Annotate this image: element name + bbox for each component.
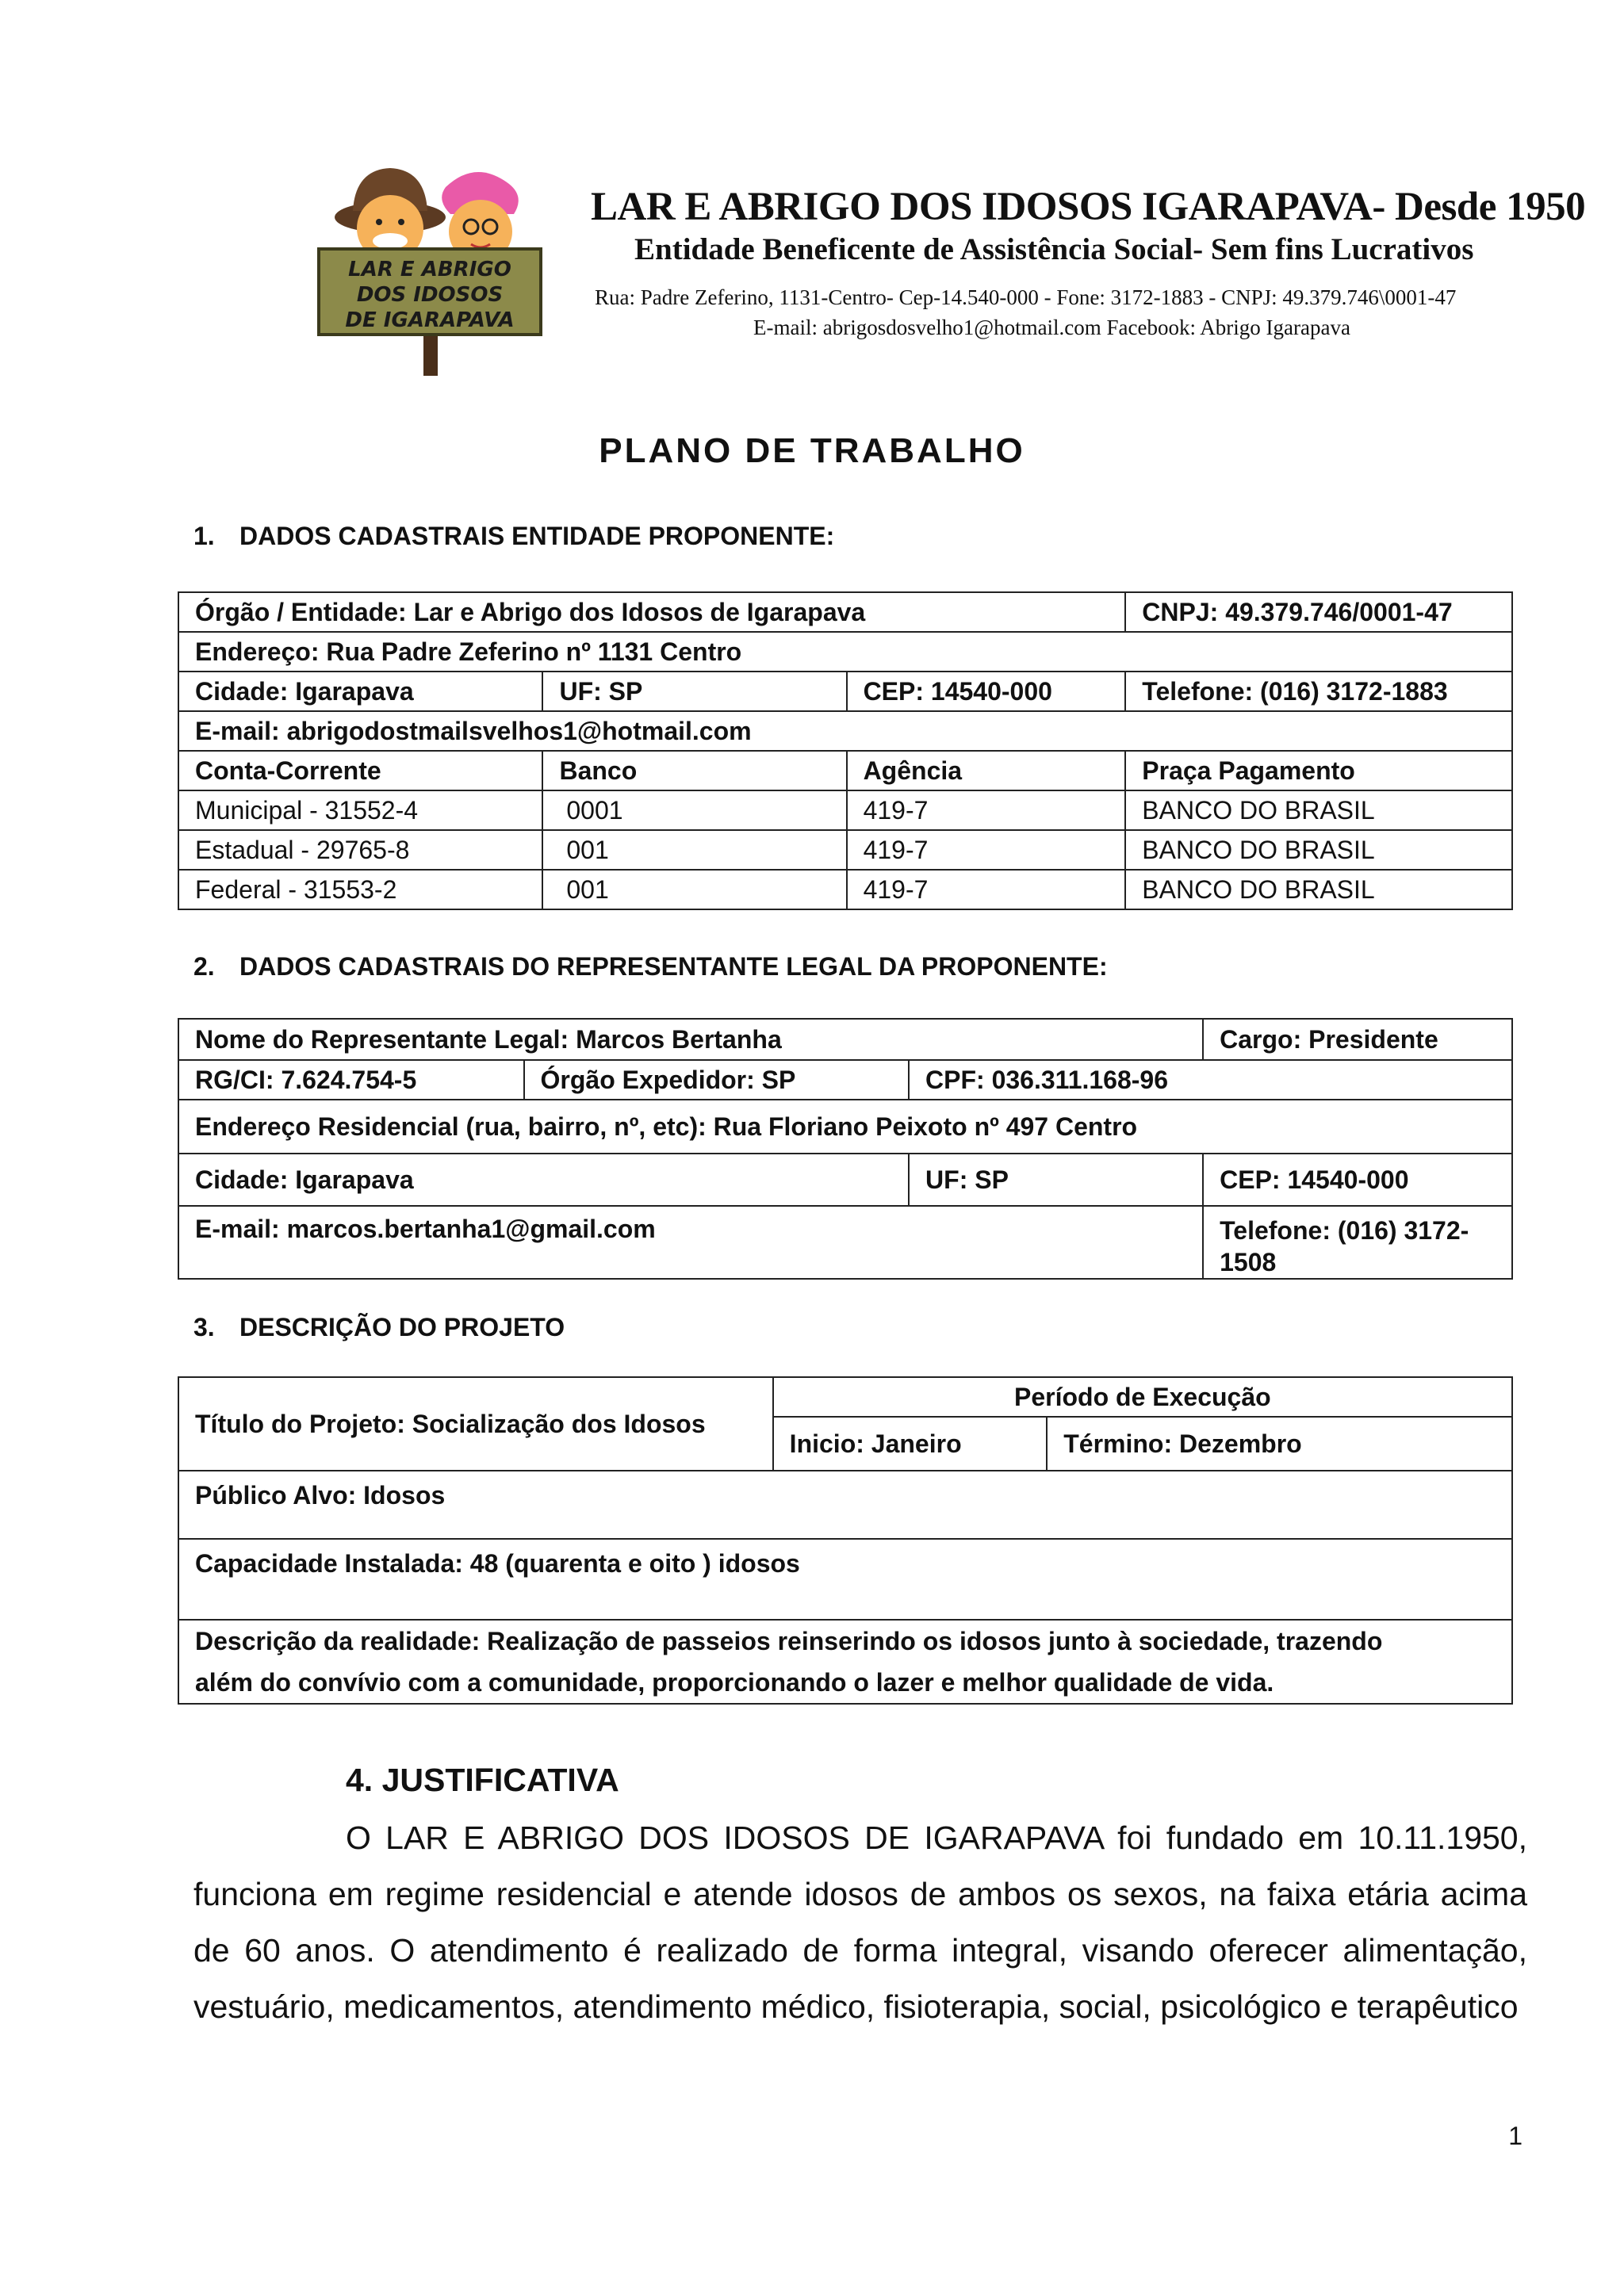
project-table	[178, 1376, 1513, 1705]
city-cell: Cidade: Igarapava	[178, 672, 542, 711]
rep-phone-line1: Telefone: (016) 3172-	[1220, 1216, 1469, 1245]
section-number: 3.	[193, 1313, 215, 1341]
description-line2: além do convívio com a comunidade, proporcionando o lazer e melhor qualidade de vida.	[195, 1668, 1274, 1697]
bank-row	[178, 830, 1512, 870]
entity-data-table	[178, 591, 1513, 910]
logo-illustration	[317, 155, 547, 381]
bank-row	[178, 870, 1512, 909]
rep-address-cell: Endereço Residencial (rua, bairro, nº, etc): Rua Floriano Peixoto nº 497 Centro	[178, 1100, 1512, 1154]
entity-name-cell: Órgão / Entidade: Lar e Abrigo dos Idosos de Igarapava	[178, 592, 1125, 632]
rep-issuer-cell: Órgão Expedidor: SP	[524, 1060, 910, 1100]
section-2-heading	[193, 952, 1108, 982]
capacity-cell: Capacidade Instalada: 48 (quarenta e oito ) idosos	[178, 1539, 1512, 1620]
section-3-heading	[193, 1313, 565, 1342]
org-logo	[317, 155, 547, 381]
phone-cell: Telefone: (016) 3172-1883	[1125, 672, 1512, 711]
rep-uf-cell: UF: SP	[909, 1154, 1203, 1206]
document-title: PLANO DE TRABALHO	[599, 431, 1025, 470]
representative-table	[178, 1018, 1513, 1280]
bank-header-row	[178, 751, 1512, 790]
end-cell: Término: Dezembro	[1047, 1417, 1512, 1471]
logo-text-line1: LAR E ABRIGO	[348, 258, 511, 281]
bank-cell: BANCO DO BRASIL	[1125, 790, 1512, 830]
bank-cell: Federal - 31553-2	[178, 870, 542, 909]
section-number: 2.	[193, 952, 215, 981]
rep-phone-cell	[1203, 1206, 1512, 1279]
org-contact: E-mail: abrigosdosvelho1@hotmail.com Facebook: Abrigo Igarapava	[753, 316, 1350, 339]
bank-header-cell: Praça Pagamento	[1125, 751, 1512, 790]
rep-city-cell: Cidade: Igarapava	[178, 1154, 909, 1206]
cep-cell: CEP: 14540-000	[847, 672, 1126, 711]
bank-cell: Municipal - 31552-4	[178, 790, 542, 830]
project-title-cell: Título do Projeto: Socialização dos Idosos	[178, 1377, 773, 1471]
email-cell: E-mail: abrigodostmailsvelhos1@hotmail.com	[178, 711, 1512, 751]
uf-cell: UF: SP	[542, 672, 846, 711]
section-1-heading	[193, 522, 834, 551]
section-title: DESCRIÇÃO DO PROJETO	[239, 1313, 565, 1341]
bank-cell: 0001	[542, 790, 846, 830]
bank-cell: 001	[542, 870, 846, 909]
rep-phone-line2: 1508	[1220, 1248, 1277, 1276]
rep-cpf-cell: CPF: 036.311.168-96	[909, 1060, 1512, 1100]
section-4-heading: 4. JUSTIFICATIVA	[346, 1762, 619, 1798]
execution-period-cell: Período de Execução	[773, 1377, 1512, 1417]
rep-name-cell: Nome do Representante Legal: Marcos Bertanha	[178, 1019, 1203, 1060]
start-cell: Inicio: Janeiro	[773, 1417, 1048, 1471]
description-line1: Descrição da realidade: Realização de passeios reinserindo os idosos junto à sociedade, trazendo	[195, 1627, 1383, 1655]
bank-header-cell: Agência	[847, 751, 1126, 790]
section-title: DADOS CADASTRAIS DO REPRESENTANTE LEGAL DA PROPONENTE:	[239, 952, 1108, 981]
cnpj-cell: CNPJ: 49.379.746/0001-47	[1125, 592, 1512, 632]
bank-cell: 419-7	[847, 790, 1126, 830]
target-audience-cell: Público Alvo: Idosos	[178, 1471, 1512, 1539]
page-number: 1	[1508, 2122, 1522, 2150]
bank-cell: BANCO DO BRASIL	[1125, 870, 1512, 909]
rep-email-cell: E-mail: marcos.bertanha1@gmail.com	[178, 1206, 1203, 1279]
logo-text-line3: DE IGARAPAVA	[345, 308, 515, 332]
section-number: 1.	[193, 522, 215, 550]
bank-row	[178, 790, 1512, 830]
bank-header-cell: Banco	[542, 751, 846, 790]
section-title: DADOS CADASTRAIS ENTIDADE PROPONENTE:	[239, 522, 835, 550]
org-address: Rua: Padre Zeferino, 1131-Centro- Cep-14.540-000 - Fone: 3172-1883 - CNPJ: 49.379.746\0001-47	[595, 285, 1457, 309]
address-cell: Endereço: Rua Padre Zeferino nº 1131 Centro	[178, 632, 1512, 672]
rep-rg-cell: RG/CI: 7.624.754-5	[178, 1060, 524, 1100]
org-name: LAR E ABRIGO DOS IDOSOS IGARAPAVA- Desde 1950	[591, 185, 1586, 229]
bank-cell: BANCO DO BRASIL	[1125, 830, 1512, 870]
org-subtitle: Entidade Beneficente de Assistência Social- Sem fins Lucrativos	[634, 232, 1474, 266]
bank-cell: Estadual - 29765-8	[178, 830, 542, 870]
bank-header-cell: Conta-Corrente	[178, 751, 542, 790]
justification-paragraph: O LAR E ABRIGO DOS IDOSOS DE IGARAPAVA foi fundado em 10.11.1950, funciona em regime residencial e atende idosos de ambos os sexos, na faixa etária acima de 60 anos. O atendimento é realizado de forma integral, visando oferecer alimentação, vestuário, medicamentos, atendimento médico, fisioterapia, social, psicológico e terapêutico	[193, 1820, 1527, 2025]
bank-cell: 001	[542, 830, 846, 870]
logo-text-line2: DOS IDOSOS	[356, 283, 504, 307]
reality-description-cell	[178, 1620, 1512, 1704]
bank-cell: 419-7	[847, 870, 1126, 909]
bank-cell: 419-7	[847, 830, 1126, 870]
rep-cep-cell: CEP: 14540-000	[1203, 1154, 1512, 1206]
rep-role-cell: Cargo: Presidente	[1203, 1019, 1512, 1060]
